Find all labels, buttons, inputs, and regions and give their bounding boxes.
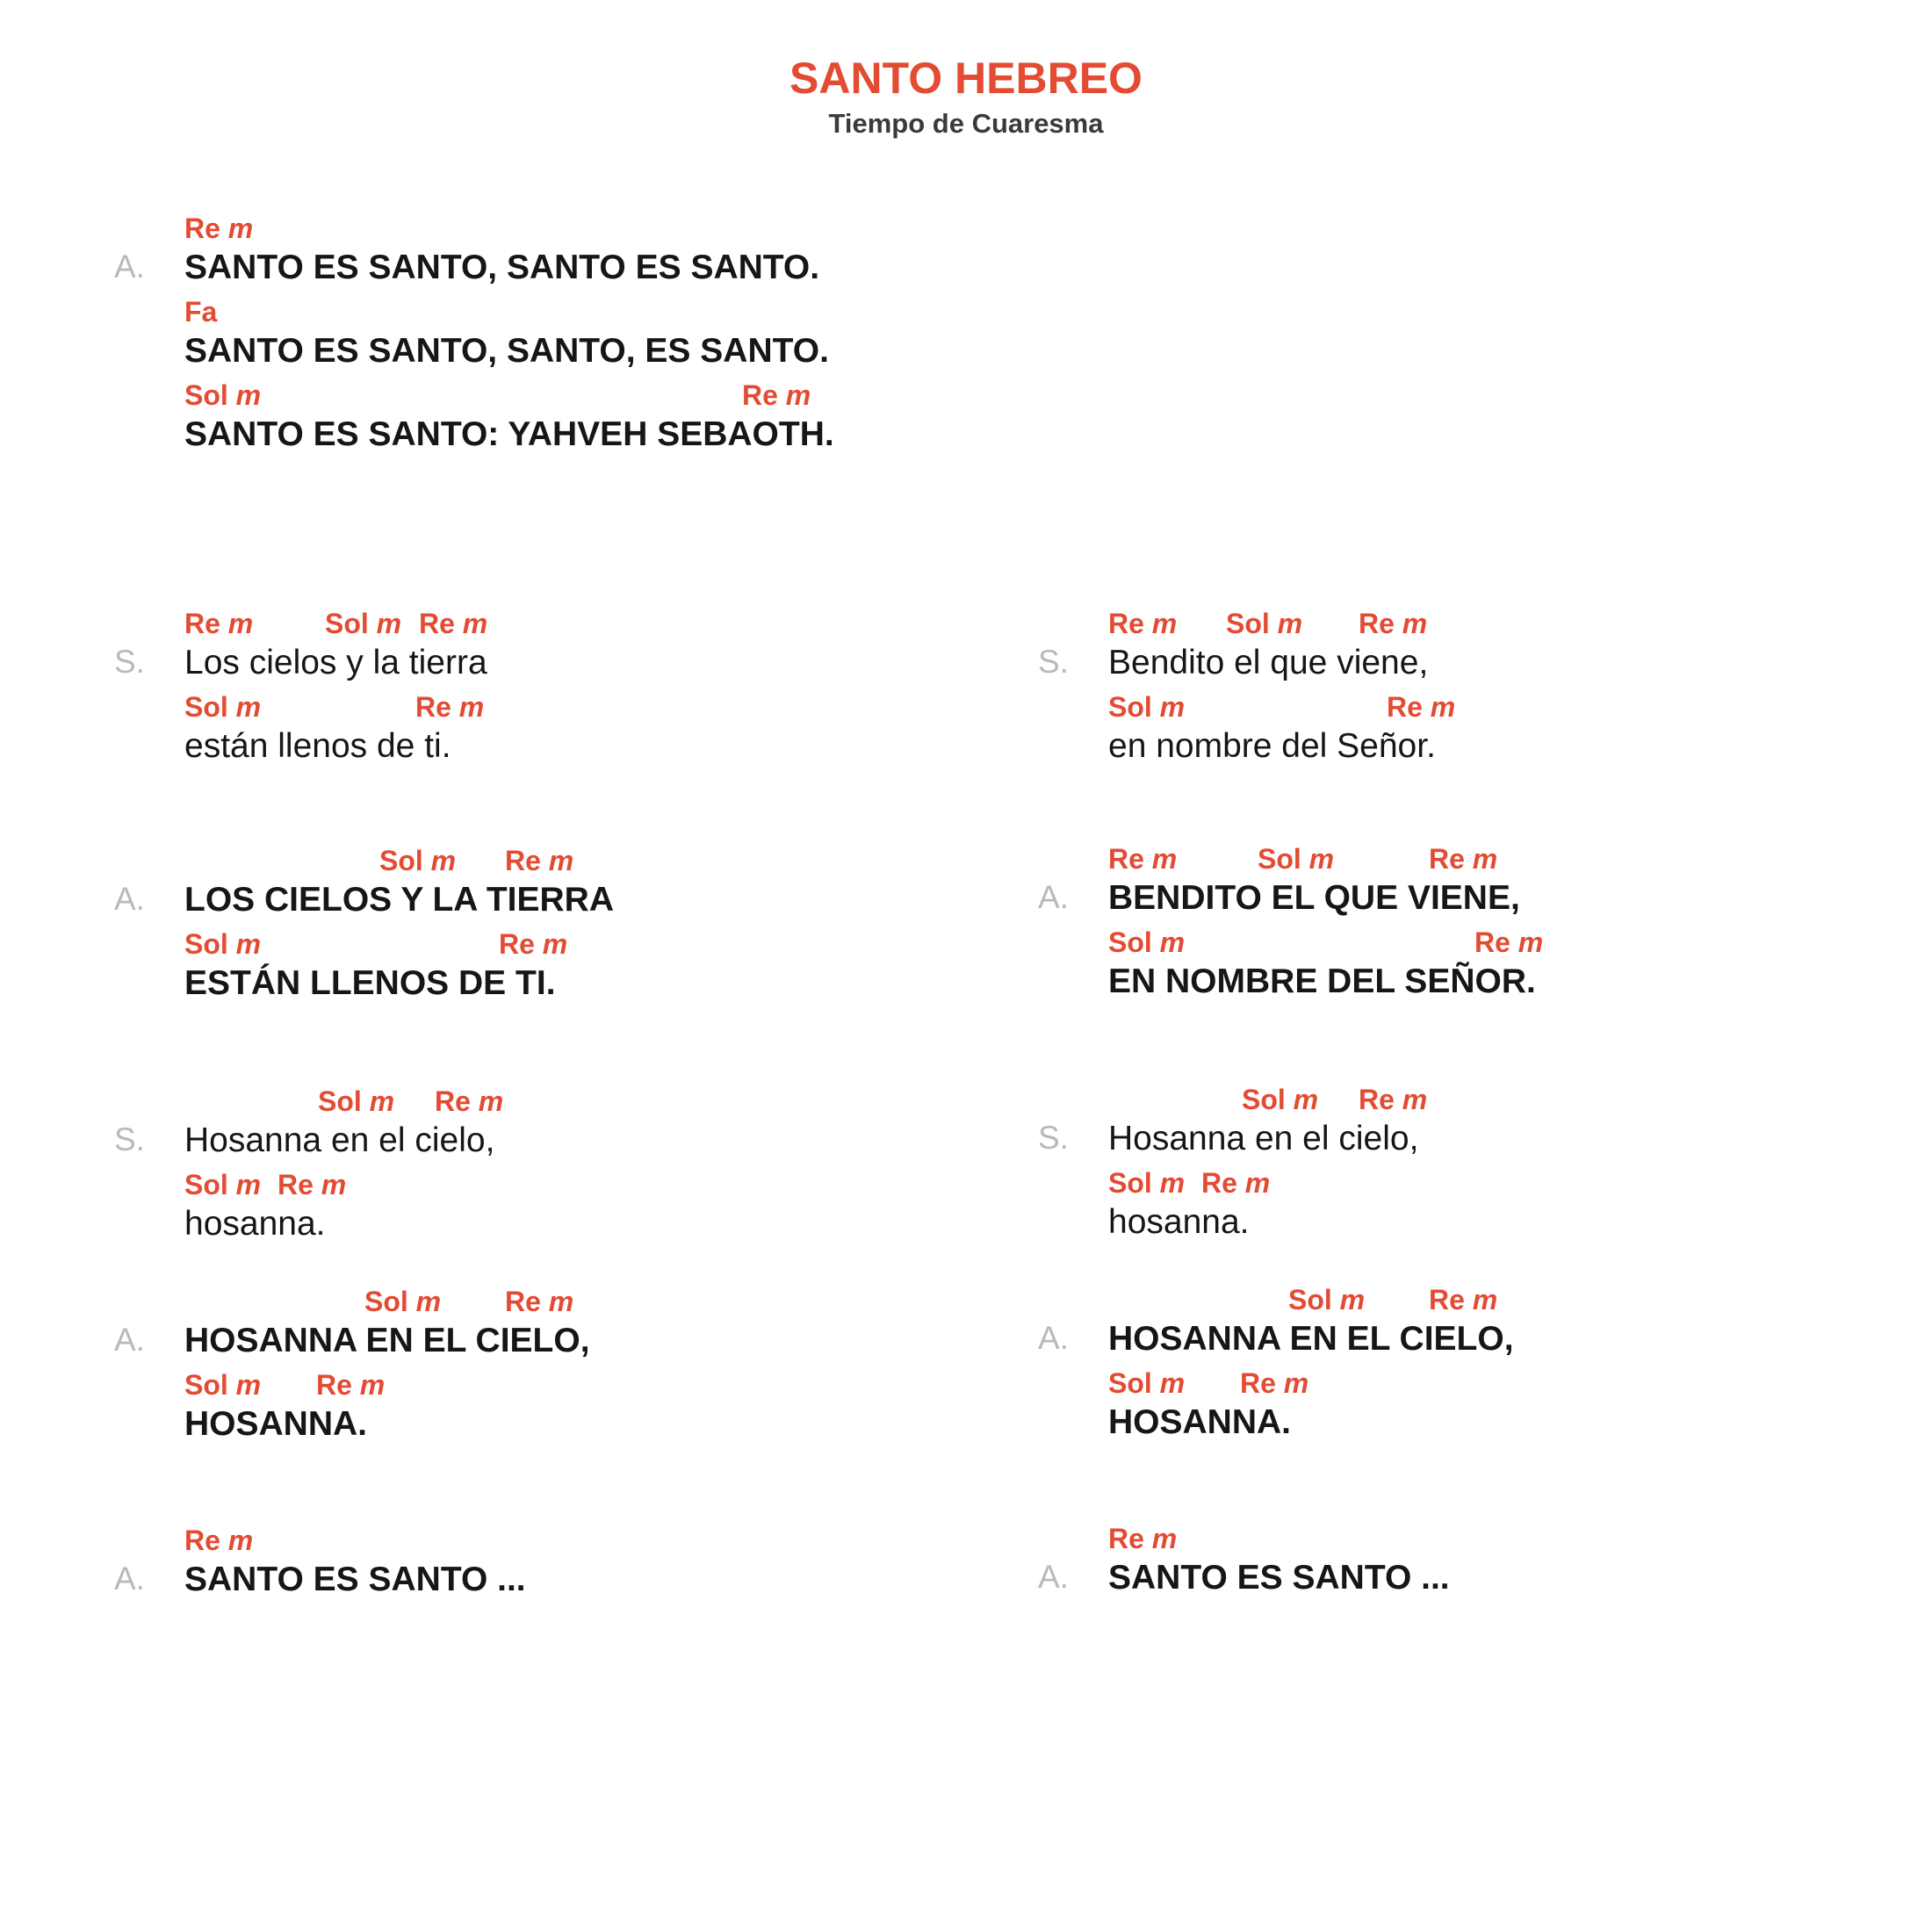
chord: Re m: [742, 379, 811, 411]
lyric-line: ESTÁN LLENOS DE TI.: [184, 964, 556, 1002]
chord-line: [1108, 1164, 1916, 1198]
chord: Re m: [1240, 1367, 1309, 1399]
chord: Re m: [415, 691, 485, 723]
chord: Re m: [435, 1085, 504, 1117]
chord: Re m: [1201, 1167, 1271, 1199]
chord: Re m: [184, 608, 254, 639]
chord: Sol m: [184, 1169, 262, 1200]
chord: Re m: [1387, 691, 1456, 723]
chord: Sol m: [184, 691, 262, 723]
chord: Re m: [1108, 843, 1178, 875]
chord: Re m: [419, 608, 488, 639]
chord-line: [1108, 1519, 1916, 1554]
song-title: SANTO HEBREO: [789, 54, 1143, 103]
chord: Re m: [1108, 1523, 1178, 1554]
chord: Sol m: [1226, 608, 1303, 639]
chord: Sol m: [1108, 1167, 1186, 1199]
chord: Sol m: [1258, 843, 1335, 875]
chord: Re m: [278, 1169, 347, 1200]
chord-line: [1108, 604, 1916, 638]
chord: Sol m: [1108, 691, 1186, 723]
lyric-line: HOSANNA.: [1108, 1403, 1292, 1441]
chord-line: [1108, 1080, 1916, 1114]
role-marker: A.: [1038, 879, 1069, 915]
chord: Fa: [184, 296, 218, 328]
lyric-line: están llenos de ti.: [184, 727, 451, 765]
chord: Re m: [316, 1369, 386, 1401]
chord: Sol m: [184, 928, 262, 960]
role-marker: A.: [114, 1561, 145, 1597]
chord: Re m: [505, 845, 574, 876]
lyric-line: HOSANNA EN EL CIELO,: [184, 1322, 590, 1359]
chord: Re m: [1359, 608, 1428, 639]
lyric-line: SANTO ES SANTO ...: [1108, 1559, 1450, 1597]
lyric-line: LOS CIELOS Y LA TIERRA: [184, 881, 615, 919]
chord: Sol m: [184, 379, 262, 411]
chord: Sol m: [318, 1085, 395, 1117]
chord-line: [184, 376, 992, 410]
lyric-line: SANTO ES SANTO, SANTO ES SANTO.: [184, 249, 820, 286]
chord: Re m: [505, 1286, 574, 1317]
chord: Re m: [1429, 843, 1498, 875]
lyric-line: SANTO ES SANTO, SANTO, ES SANTO.: [184, 332, 829, 370]
chord: Sol m: [1108, 1367, 1186, 1399]
chord: Re m: [184, 1525, 254, 1556]
chord: Re m: [499, 928, 568, 960]
chord-line: [1108, 1364, 1916, 1398]
chord-line: [1108, 688, 1916, 722]
chord-line: [184, 604, 992, 638]
role-marker: S.: [1038, 1120, 1069, 1156]
role-marker: A.: [114, 881, 145, 917]
lyric-line: hosanna.: [1108, 1203, 1250, 1241]
chord-line: [184, 925, 992, 959]
chord-line: [184, 1282, 992, 1316]
role-marker: S.: [114, 1121, 145, 1157]
chord: Sol m: [364, 1286, 442, 1317]
lyric-line: HOSANNA.: [184, 1405, 368, 1443]
lyric-line: SANTO ES SANTO: YAHVEH SEBAOTH.: [184, 415, 834, 453]
chord-line: [1108, 1280, 1916, 1315]
chord: Re m: [1429, 1284, 1498, 1316]
lyric-line: Bendito el que viene,: [1108, 644, 1429, 681]
role-marker: A.: [114, 249, 145, 285]
chord-line: [184, 841, 992, 876]
role-marker: A.: [1038, 1559, 1069, 1595]
lyric-line: EN NOMBRE DEL SEÑOR.: [1108, 962, 1536, 1000]
chord: Re m: [184, 213, 254, 244]
chord: Sol m: [379, 845, 457, 876]
chord: Sol m: [184, 1369, 262, 1401]
chord-line: [184, 292, 992, 327]
lyric-line: SANTO ES SANTO ...: [184, 1561, 526, 1598]
chord: Re m: [1474, 926, 1544, 958]
role-marker: A.: [114, 1322, 145, 1358]
chord-line: [184, 1521, 992, 1555]
lyric-line: Los cielos y la tierra: [184, 644, 487, 681]
lyric-line: Hosanna en el cielo,: [184, 1121, 495, 1159]
lyric-line: HOSANNA EN EL CIELO,: [1108, 1320, 1514, 1358]
chord-line: [184, 209, 992, 243]
lyric-line: hosanna.: [184, 1205, 326, 1243]
role-marker: S.: [1038, 644, 1069, 680]
role-marker: A.: [1038, 1320, 1069, 1356]
chord: Re m: [1359, 1084, 1428, 1115]
lyric-line: en nombre del Señor.: [1108, 727, 1436, 765]
chord: Sol m: [325, 608, 402, 639]
chord-line: [184, 1165, 992, 1200]
chord-line: [1108, 840, 1916, 874]
lyric-line: BENDITO EL QUE VIENE,: [1108, 879, 1520, 917]
chord: Sol m: [1108, 926, 1186, 958]
chord: Sol m: [1288, 1284, 1366, 1316]
role-marker: S.: [114, 644, 145, 680]
chord-line: [184, 1082, 992, 1116]
song-subtitle: Tiempo de Cuaresma: [828, 108, 1104, 139]
lyric-line: Hosanna en el cielo,: [1108, 1120, 1419, 1157]
chord: Sol m: [1242, 1084, 1319, 1115]
chord-line: [1108, 923, 1916, 957]
chord-line: [184, 1366, 992, 1400]
chord-line: [184, 688, 992, 722]
chord: Re m: [1108, 608, 1178, 639]
